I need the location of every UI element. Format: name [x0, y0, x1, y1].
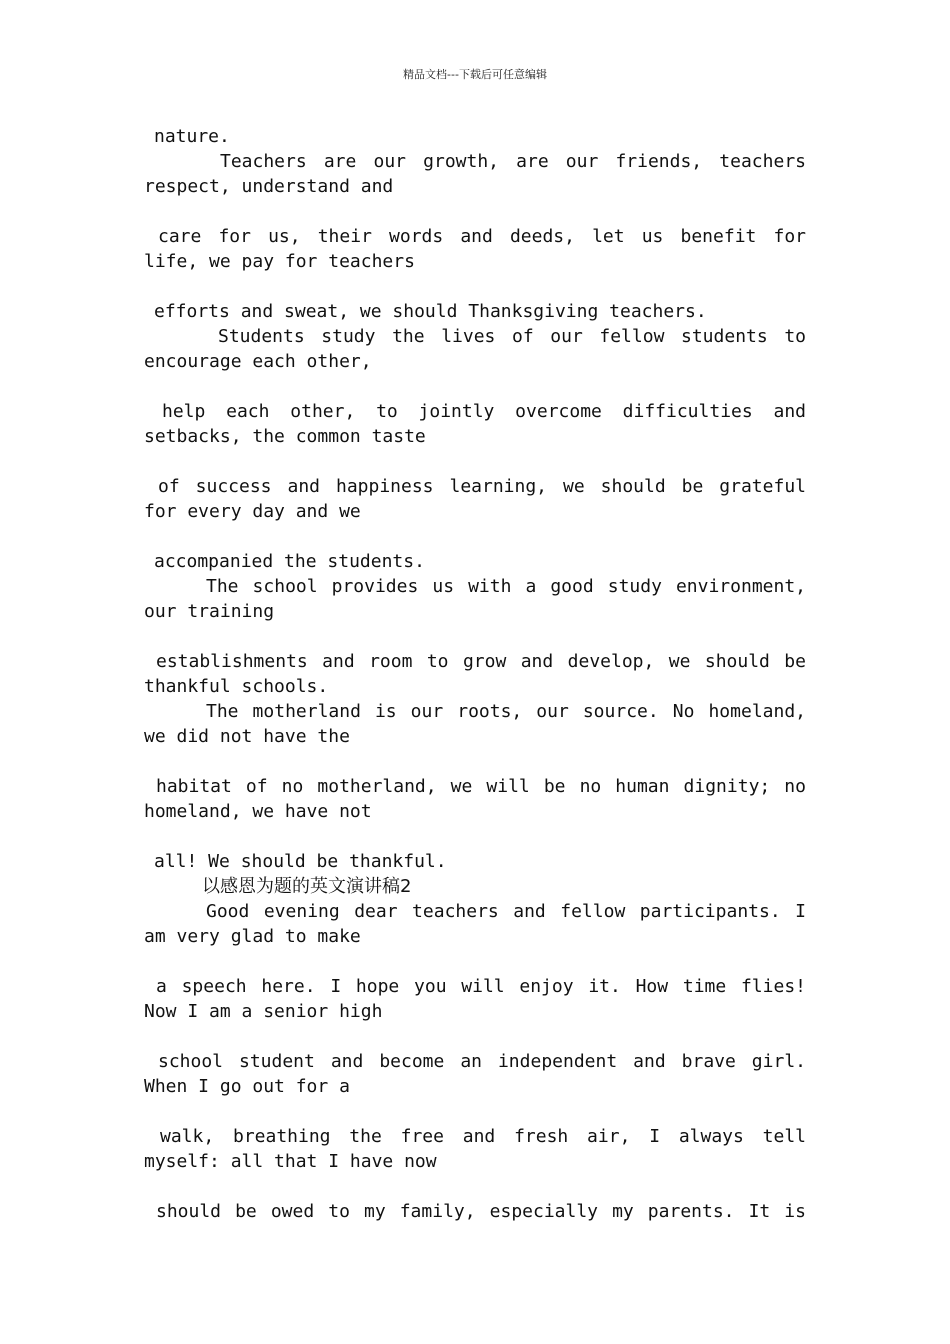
- page-header: 精品文档---下载后可任意编辑: [403, 68, 547, 81]
- text-line: help each other, to jointly overcome difficulties and: [162, 401, 806, 422]
- document-body: [144, 124, 806, 1224]
- text-line: life, we pay for teachers: [144, 251, 415, 272]
- blank-line: [144, 1174, 806, 1199]
- text-line: for every day and we: [144, 501, 361, 522]
- text-line: Teachers are our growth, are our friends, teachers: [220, 151, 806, 172]
- blank-line: [144, 1024, 806, 1049]
- blank-line: [144, 749, 806, 774]
- text-line: thankful schools.: [144, 676, 329, 697]
- text-line: Students study the lives of our fellow students to: [218, 326, 806, 347]
- text-line: a speech here. I hope you will enjoy it. How time flies!: [156, 976, 806, 997]
- blank-line: [144, 524, 806, 549]
- text-line: respect, understand and: [144, 176, 394, 197]
- text-line: Good evening dear teachers and fellow participants. I: [206, 901, 806, 922]
- blank-line: [144, 1099, 806, 1124]
- text-line: accompanied the students.: [154, 551, 425, 572]
- text-line: walk, breathing the free and fresh air, I always tell: [160, 1126, 806, 1147]
- blank-line: [144, 624, 806, 649]
- blank-line: [144, 374, 806, 399]
- text-line: am very glad to make: [144, 926, 361, 947]
- text-line: we did not have the: [144, 726, 350, 747]
- blank-line: [144, 449, 806, 474]
- text-line: encourage each other,: [144, 351, 372, 372]
- text-line: care for us, their words and deeds, let us benefit for: [158, 226, 806, 247]
- blank-line: [144, 949, 806, 974]
- text-line: homeland, we have not: [144, 801, 372, 822]
- text-line: When I go out for a: [144, 1076, 350, 1097]
- text-line: Now I am a senior high: [144, 1001, 383, 1022]
- text-line: setbacks, the common taste: [144, 426, 426, 447]
- text-line: school student and become an independent and brave girl.: [158, 1051, 806, 1072]
- text-line: establishments and room to grow and develop, we should be: [156, 651, 806, 672]
- blank-line: [144, 199, 806, 224]
- text-line: nature.: [154, 126, 230, 147]
- text-line: habitat of no motherland, we will be no human dignity; no: [156, 776, 806, 797]
- text-line: efforts and sweat, we should Thanksgiving teachers.: [154, 301, 707, 322]
- text-line: of success and happiness learning, we should be grateful: [158, 476, 806, 497]
- text-line: should be owed to my family, especially my parents. It is: [156, 1201, 806, 1222]
- text-line: all! We should be thankful.: [154, 851, 447, 872]
- section-title: 以感恩为题的英文演讲稿2: [202, 876, 412, 897]
- text-line: our training: [144, 601, 275, 622]
- blank-line: [144, 274, 806, 299]
- text-line: The school provides us with a good study environment,: [206, 576, 806, 597]
- blank-line: [144, 824, 806, 849]
- text-line: The motherland is our roots, our source. No homeland,: [206, 701, 806, 722]
- text-line: myself: all that I have now: [144, 1151, 437, 1172]
